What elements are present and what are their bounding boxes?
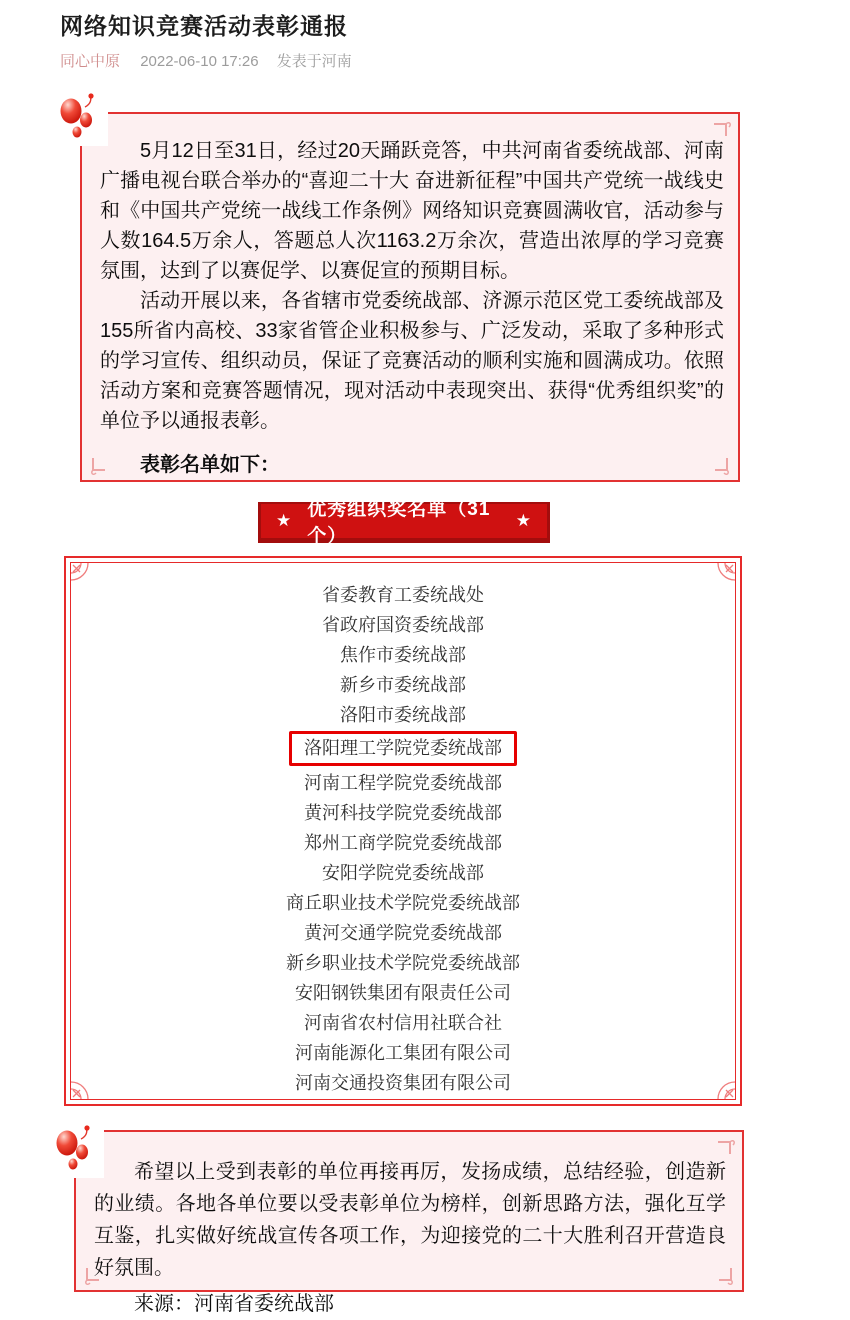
award-item: 安阳学院党委统战部 — [322, 863, 484, 883]
award-item: 郑州工商学院党委统战部 — [304, 833, 502, 853]
lantern-decoration-icon — [54, 1124, 104, 1178]
award-item: 河南能源化工集团有限公司 — [295, 1043, 511, 1063]
list-item — [66, 1038, 740, 1068]
list-item — [66, 828, 740, 858]
star-icon: ★ — [276, 511, 293, 530]
award-item: 商丘职业技术学院党委统战部 — [286, 893, 520, 913]
award-list-box — [64, 556, 742, 1106]
award-item: 省政府国资委统战部 — [322, 615, 484, 635]
list-item — [66, 948, 740, 978]
award-list — [66, 580, 740, 1098]
list-item — [66, 918, 740, 948]
publish-location: 发表于河南 — [276, 53, 352, 70]
award-item: 安阳钢铁集团有限责任公司 — [295, 983, 511, 1003]
corner-ornament-icon — [81, 1266, 101, 1286]
award-banner — [258, 499, 550, 547]
account-name[interactable]: 同心中原 — [60, 53, 121, 70]
list-item — [66, 730, 740, 768]
list-item — [66, 1008, 740, 1038]
award-item: 河南省农村信用社联合社 — [304, 1013, 502, 1033]
intro-paragraph-1: 5月12日至31日，经过20天踊跃竞答，中共河南省委统战部、河南广播电视台联合举办的“喜迎二十大 奋进新征程”中国共产党统一战线史和《中国共产党统一战线工作条例》网络知识竞赛圆满收官，活动参与人数164.5万余人，答题总人次1163.2万余次，营造出浓厚的学习竞赛氛围，达到了以赛促学、以赛促宣的预期目标。 — [100, 140, 724, 282]
closing-box — [74, 1130, 744, 1315]
corner-ornament-icon — [713, 456, 733, 476]
list-item — [66, 798, 740, 828]
award-item: 黄河科技学院党委统战部 — [304, 803, 502, 823]
award-item: 新乡职业技术学院党委统战部 — [286, 953, 520, 973]
list-item — [66, 768, 740, 798]
closing-paragraph: 希望以上受到表彰的单位再接再厉，发扬成绩，总结经验，创造新的业绩。各地各单位要以受表彰单位为榜样，创新思路方法，强化互学互鉴，扎实做好统战宣传各项工作，为迎接党的二十大胜利召开营造良好氛围。 — [94, 1161, 726, 1279]
corner-ornament-icon — [717, 1266, 737, 1286]
list-item — [66, 580, 740, 610]
list-item — [66, 640, 740, 670]
page-title: 网络知识竞赛活动表彰通报 — [60, 13, 348, 39]
award-item: 河南交通投资集团有限公司 — [295, 1073, 511, 1093]
list-item — [66, 978, 740, 1008]
award-item: 焦作市委统战部 — [340, 645, 466, 665]
corner-ornament-icon — [713, 118, 733, 138]
award-item: 省委教育工委统战处 — [322, 585, 484, 605]
award-item-highlighted: 洛阳理工学院党委统战部 — [289, 731, 517, 766]
list-item — [66, 610, 740, 640]
lantern-decoration-icon — [58, 92, 108, 146]
list-item — [66, 888, 740, 918]
publish-datetime: 2022-06-10 17:26 — [140, 53, 259, 70]
list-item — [66, 858, 740, 888]
corner-ornament-icon — [87, 456, 107, 476]
star-icon: ★ — [515, 511, 532, 530]
banner-label: 优秀组织奖名单（31个） — [307, 499, 491, 547]
list-item — [66, 1068, 740, 1098]
intro-paragraph-2: 活动开展以来，各省辖市党委统战部、济源示范区党工委统战部及155所省内高校、33家省管企业积极参与、广泛发动，采取了多种形式的学习宣传、组织动员，保证了竞赛活动的顺利实施和圆满成功。依照活动方案和竞赛答题情况，现对活动中表现突出、获得“优秀组织奖”的单位予以通报表彰。 — [100, 290, 724, 432]
award-item: 洛阳市委统战部 — [340, 705, 466, 725]
intro-box — [80, 112, 740, 482]
list-item — [66, 670, 740, 700]
award-item: 河南工程学院党委统战部 — [304, 773, 502, 793]
source-line: 来源：河南省委统战部 — [134, 1293, 334, 1315]
list-intro-line: 表彰名单如下： — [140, 454, 280, 476]
award-item: 黄河交通学院党委统战部 — [304, 923, 502, 943]
list-item — [66, 700, 740, 730]
byline — [60, 50, 366, 71]
award-item: 新乡市委统战部 — [340, 675, 466, 695]
corner-ornament-icon — [717, 1136, 737, 1156]
